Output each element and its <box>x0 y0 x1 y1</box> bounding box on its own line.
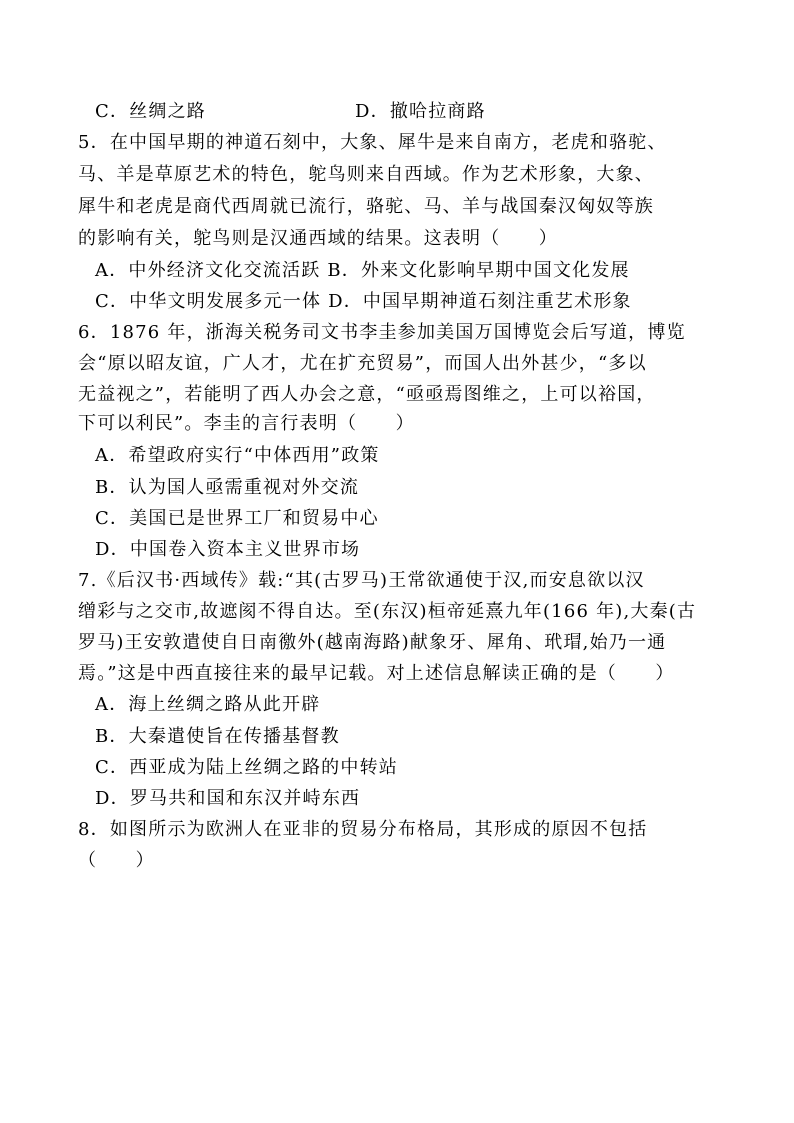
q4-option-c: C．丝绸之路 <box>95 101 206 122</box>
q5-options-cd: C．中华文明发展多元一体 D．中国早期神道石刻注重艺术形象 <box>95 291 632 312</box>
q6-option-b: B．认为国人亟需重视对外交流 <box>95 477 360 498</box>
q5-stem-line-1: 5．在中国早期的神道石刻中，大象、犀牛是来自南方，老虎和骆驼、 <box>78 132 667 153</box>
q7-stem-line-4: 焉。”这是中西直接往来的最早记载。对上述信息解读正确的是（ ） <box>78 663 675 684</box>
q6-stem-line-4: 下可以利民”。李圭的言行表明（ ） <box>78 413 415 434</box>
q7-option-b: B．大秦遣使旨在传播基督教 <box>95 726 340 747</box>
q6-stem-line-3: 无益视之”，若能明了西人办会之意，“亟亟焉图维之，上可以裕国， <box>78 384 656 405</box>
q6-stem-line-1: 6．1876 年，浙海关税务司文书李圭参加美国万国博览会后写道，博览 <box>78 322 686 343</box>
q7-option-d: D．罗马共和国和东汉并峙东西 <box>95 788 361 809</box>
q6-option-a: A．希望政府实行“中体西用”政策 <box>95 445 380 466</box>
q8-stem-line-1: 8．如图所示为欧洲人在亚非的贸易分布格局，其形成的原因不包括 <box>78 819 648 840</box>
q5-stem-line-3: 犀牛和老虎是商代西周就已流行，骆驼、马、羊与战国秦汉匈奴等族 <box>78 196 654 217</box>
q7-stem-line-2: 缯彩与之交市,故遮阂不得自达。至(东汉)桓帝延熹九年(166 年),大秦(古 <box>78 601 697 622</box>
q7-stem-line-1: 7.《后汉书·西域传》载:“其(古罗马)王常欲通使于汉,而安息欲以汉 <box>78 570 645 591</box>
q6-stem-line-2: 会“原以昭友谊，广人才，尤在扩充贸易”，而国人出外甚少，“多以 <box>78 353 647 374</box>
q5-options-ab: A．中外经济文化交流活跃 B．外来文化影响早期中国文化发展 <box>95 260 630 281</box>
q7-option-a: A．海上丝绸之路从此开辟 <box>95 694 321 715</box>
q6-option-c: C．美国已是世界工厂和贸易中心 <box>95 508 379 529</box>
q7-stem-line-3: 罗马)王安敦遣使自日南徼外(越南海路)献象牙、犀角、玳瑁,始乃一通 <box>78 632 667 653</box>
q7-option-c: C．西亚成为陆上丝绸之路的中转站 <box>95 757 398 778</box>
q5-stem-line-2: 马、羊是草原艺术的特色，鸵鸟则来自西域。作为艺术形象，大象、 <box>78 164 654 185</box>
q6-option-d: D．中国卷入资本主义世界市场 <box>95 539 361 560</box>
q4-option-d: D．撤哈拉商路 <box>355 101 486 122</box>
q8-stem-line-2: （ ） <box>78 850 155 871</box>
q5-stem-line-4: 的影响有关，鸵鸟则是汉通西域的结果。这表明（ ） <box>78 228 558 249</box>
